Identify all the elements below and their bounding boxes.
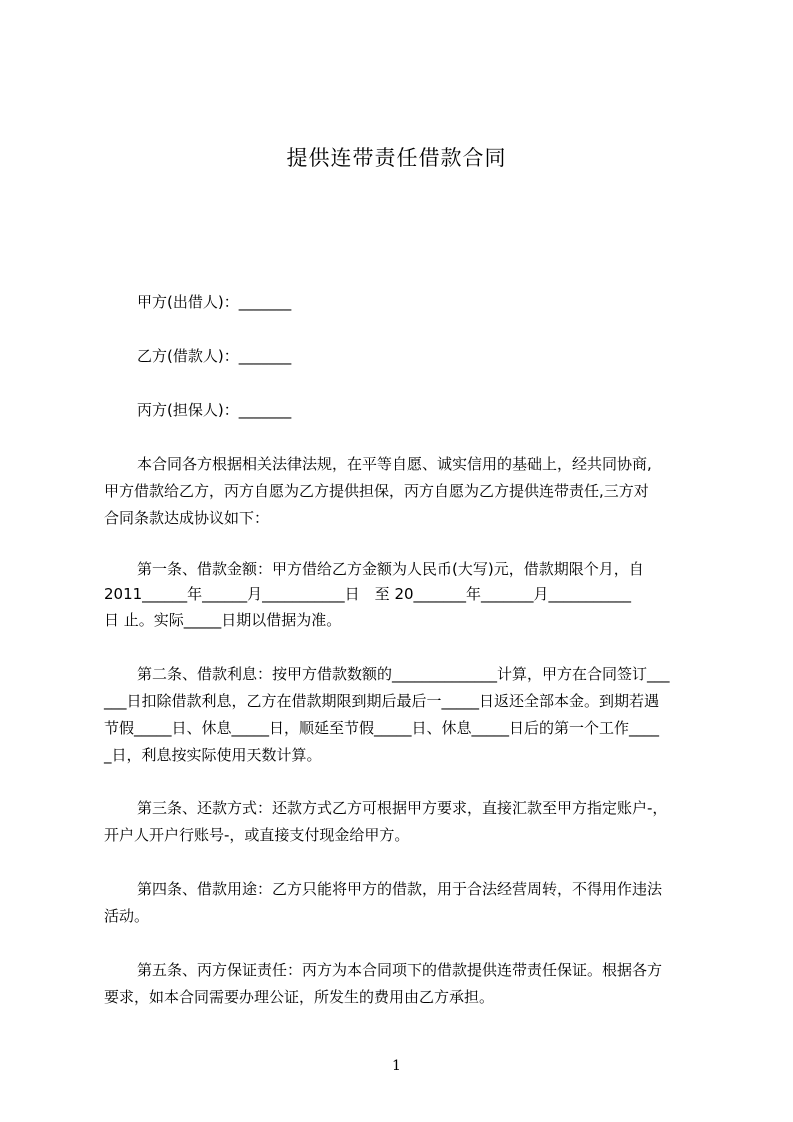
party-guarantor: 丙方(担保人)：_______ xyxy=(137,401,292,419)
article-1-line: 2011______年______月___________日 至 20_______年_______月___________ xyxy=(104,585,632,603)
document-title: 提供连带责任借款合同 xyxy=(286,146,507,170)
party-lender: 甲方(出借人)：_______ xyxy=(137,293,292,311)
article-3-line: 第三条、还款方式：还款方式乙方可根据甲方要求，直接汇款至甲方指定账户-， xyxy=(137,799,668,817)
article-2-line: 第二条、借款利息：按甲方借款数额的______________计算，甲方在合同签订___ xyxy=(137,665,670,683)
article-2-line: _日，利息按实际使用天数计算。 xyxy=(104,746,322,764)
preamble-line: 合同条款达成协议如下： xyxy=(104,509,270,527)
article-2-line: ___日扣除借款利息，乙方在借款期限到期后最后一_____日返还全部本金。到期若遇 xyxy=(104,692,660,710)
article-1-line: 第一条、借款金额：甲方借给乙方金额为人民币(大写)元，借款期限个月，自 xyxy=(137,560,644,578)
article-2-line: 节假_____日、休息_____日，顺延至节假_____日、休息_____日后的第一个工作____ xyxy=(104,719,660,737)
preamble-line: 本合同各方根据相关法律法规，在平等自愿、诚实信用的基础上，经共同协商, xyxy=(137,455,652,473)
article-4-line: 活动。 xyxy=(104,907,150,925)
preamble-line: 甲方借款给乙方，丙方自愿为乙方提供担保，丙方自愿为乙方提供连带责任,三方对 xyxy=(104,482,649,500)
party-borrower: 乙方(借款人)：_______ xyxy=(137,347,292,365)
article-1-line: 日 止。实际_____日期以借据为准。 xyxy=(104,611,342,629)
article-4-line: 第四条、借款用途：乙方只能将甲方的借款，用于合法经营周转，不得用作违法 xyxy=(137,880,663,898)
article-5-line: 要求，如本合同需要办理公证，所发生的费用由乙方承担。 xyxy=(104,988,495,1006)
article-5-line: 第五条、丙方保证责任：丙方为本合同项下的借款提供连带责任保证。根据各方 xyxy=(137,961,663,979)
page-number: 1 xyxy=(392,1058,401,1074)
article-3-line: 开户人开户行账号-，或直接支付现金给甲方。 xyxy=(104,826,410,844)
